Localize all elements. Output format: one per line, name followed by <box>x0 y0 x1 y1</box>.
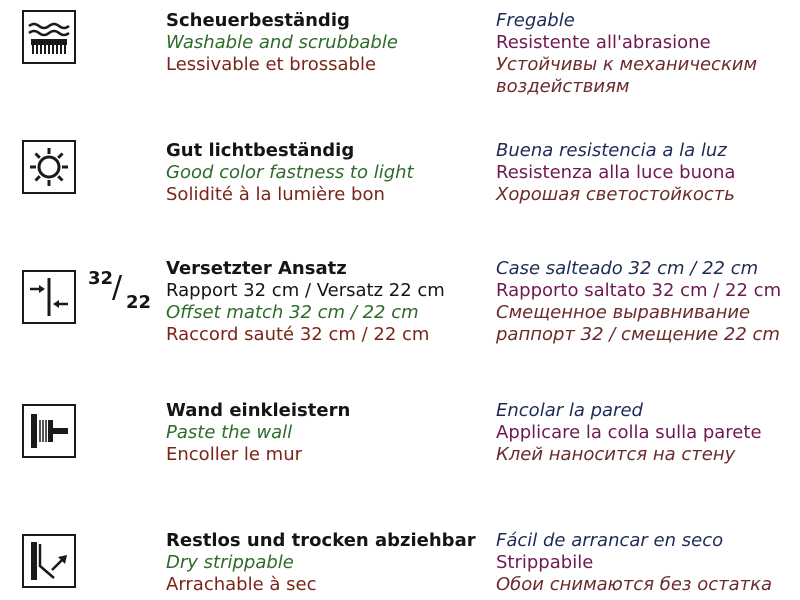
offset-ratio-label <box>88 268 158 318</box>
left-text-column <box>166 400 486 466</box>
french-label: Raccord sauté 32 cm / 22 cm <box>166 324 430 345</box>
french-label: Encoller le mur <box>166 444 303 465</box>
german-label: Versetzter Ansatz <box>166 258 347 279</box>
spanish-label: Fácil de arrancar en seco <box>496 530 724 551</box>
english-label: Offset match 32 cm / 22 cm <box>166 302 419 323</box>
spanish-label: Encolar la pared <box>496 400 643 421</box>
offset-match-icon <box>22 270 76 324</box>
italian-label: Rapporto saltato 32 cm / 22 cm <box>496 280 782 301</box>
french-label: Lessivable et brossable <box>166 54 377 75</box>
ratio-numerator: 32 <box>88 268 114 289</box>
english-label: Good color fastness to light <box>166 162 414 183</box>
dry-strippable-icon <box>22 534 76 588</box>
german-label: Scheuerbeständig <box>166 10 350 31</box>
russian-label: Смещенное выравнивание <box>496 302 751 323</box>
right-text-column <box>496 530 796 596</box>
spanish-label: Case salteado 32 cm / 22 cm <box>496 258 759 279</box>
russian-label: Устойчивы к механическим <box>496 54 758 75</box>
paste-the-wall-icon <box>22 404 76 458</box>
right-text-column <box>496 400 796 466</box>
washable-scrubbable-icon <box>22 10 76 64</box>
left-text-column <box>166 258 486 346</box>
left-text-column <box>166 10 486 76</box>
left-text-column <box>166 530 486 596</box>
russian-label: Обои снимаются без остатка <box>496 574 773 595</box>
italian-label: Applicare la colla sulla parete <box>496 422 762 443</box>
french-label: Arrachable à sec <box>166 574 317 595</box>
spanish-label: Fregable <box>496 10 575 31</box>
german-label: Gut lichtbeständig <box>166 140 355 161</box>
ratio-denominator: 22 <box>126 292 152 313</box>
german-label: Wand einkleistern <box>166 400 351 421</box>
russian-label: Клей наносится на стену <box>496 444 736 465</box>
german-detail-label: Rapport 32 cm / Versatz 22 cm <box>166 280 445 301</box>
german-label: Restlos und trocken abziehbar <box>166 530 476 551</box>
russian-label: Хорошая светостойкость <box>496 184 735 205</box>
spanish-label: Buena resistencia a la luz <box>496 140 727 161</box>
left-text-column <box>166 140 486 206</box>
italian-label: Resistenza alla luce buona <box>496 162 736 183</box>
english-label: Washable and scrubbable <box>166 32 398 53</box>
right-text-column <box>496 140 796 206</box>
right-text-column <box>496 258 796 346</box>
light-fastness-sun-icon <box>22 140 76 194</box>
english-label: Dry strippable <box>166 552 294 573</box>
right-text-column <box>496 10 796 98</box>
italian-label: Strippabile <box>496 552 594 573</box>
ratio-slash: / <box>112 270 123 305</box>
italian-label: Resistente all'abrasione <box>496 32 711 53</box>
french-label: Solidité à la lumière bon <box>166 184 385 205</box>
russian-label-continued: раппорт 32 / смещение 22 cm <box>496 324 780 345</box>
russian-label-continued: воздействиям <box>496 76 630 97</box>
english-label: Paste the wall <box>166 422 293 443</box>
